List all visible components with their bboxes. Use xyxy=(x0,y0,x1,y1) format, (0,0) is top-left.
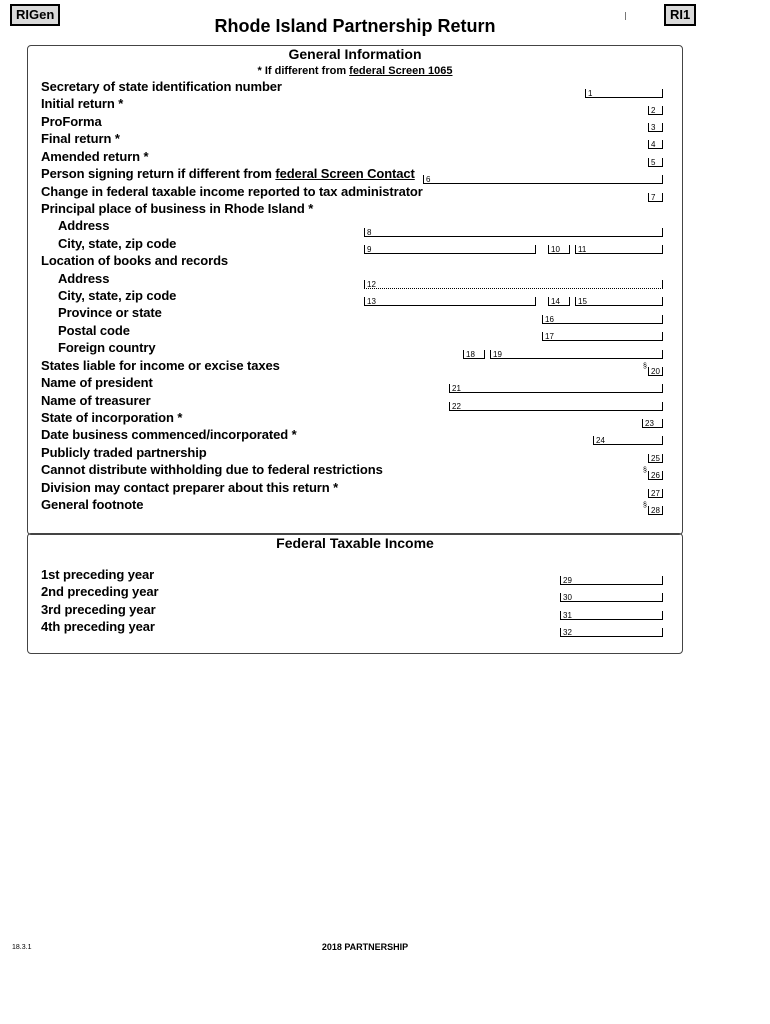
general-information-title: General Information xyxy=(288,46,422,62)
field-number: 25 xyxy=(651,454,660,463)
field-number: 7 xyxy=(651,193,656,202)
field-number: 10 xyxy=(551,245,560,254)
footer-form-year: 2018 PARTNERSHIP xyxy=(321,942,409,952)
field-21-president[interactable] xyxy=(449,384,663,393)
federal-screen-1065-link[interactable]: federal Screen 1065 xyxy=(349,65,453,77)
label-state-incorporation: State of incorporation * xyxy=(41,410,183,425)
field-20-states-liable[interactable] xyxy=(648,367,663,376)
field-30-2nd-preceding[interactable] xyxy=(560,593,663,602)
field-number: 1 xyxy=(588,89,593,98)
section-mark: § xyxy=(643,502,647,509)
label-city-state-zip-1: City, state, zip code xyxy=(58,236,177,251)
label-4th-preceding-year: 4th preceding year xyxy=(41,619,155,634)
field-number: 8 xyxy=(367,228,372,237)
label-foreign-country: Foreign country xyxy=(58,340,156,355)
label-books-location: Location of books and records xyxy=(41,253,229,268)
different-from-note xyxy=(28,65,682,77)
federal-screen-contact-link[interactable]: federal Screen Contact xyxy=(275,166,415,181)
field-number: 14 xyxy=(551,297,560,306)
section-mark: § xyxy=(643,467,647,474)
field-14-books-state[interactable] xyxy=(548,297,570,306)
field-number: 5 xyxy=(651,158,656,167)
field-number: 21 xyxy=(452,384,461,393)
field-22-treasurer[interactable] xyxy=(449,402,663,411)
note-prefix: * If different from xyxy=(257,65,350,77)
field-number: 20 xyxy=(651,367,660,376)
label-province: Province or state xyxy=(58,305,162,320)
field-23-state-incorporation[interactable] xyxy=(642,419,663,428)
label-2nd-preceding-year: 2nd preceding year xyxy=(41,584,159,599)
label-publicly-traded: Publicly traded partnership xyxy=(41,445,207,460)
field-2-initial-return[interactable] xyxy=(648,106,663,115)
field-number: 3 xyxy=(651,123,656,132)
field-6-person-signing[interactable] xyxy=(423,175,663,184)
field-24-date-commenced[interactable] xyxy=(593,436,663,445)
label-sos-id: Secretary of state identification number xyxy=(41,79,282,94)
label-amended-return: Amended return * xyxy=(41,149,149,164)
field-number: 12 xyxy=(367,280,376,289)
label-date-commenced: Date business commenced/incorporated * xyxy=(41,427,297,442)
label-cannot-distribute: Cannot distribute withholding due to federal restrictions xyxy=(41,462,383,477)
field-31-3rd-preceding[interactable] xyxy=(560,611,663,620)
label-person-signing xyxy=(41,166,415,181)
label-proforma: ProForma xyxy=(41,114,102,129)
label-address-2: Address xyxy=(58,271,110,286)
field-11-zip[interactable] xyxy=(575,245,663,254)
label-change-federal: Change in federal taxable income reported to tax administrator xyxy=(41,184,423,199)
field-1-sos-id[interactable] xyxy=(585,89,663,98)
field-number: 19 xyxy=(493,350,502,359)
field-5-amended-return[interactable] xyxy=(648,158,663,167)
field-number: 22 xyxy=(452,402,461,411)
label-1st-preceding-year: 1st preceding year xyxy=(41,567,155,582)
field-18-country-code[interactable] xyxy=(463,350,485,359)
field-29-1st-preceding[interactable] xyxy=(560,576,663,585)
field-number: 4 xyxy=(651,140,656,149)
field-number: 24 xyxy=(596,436,605,445)
field-4-final-return[interactable] xyxy=(648,140,663,149)
field-number: 30 xyxy=(563,593,572,602)
field-number: 31 xyxy=(563,611,572,620)
label-address-1: Address xyxy=(58,218,110,233)
field-number: 9 xyxy=(367,245,372,254)
field-12-books-address[interactable] xyxy=(364,280,663,289)
field-26-cannot-distribute[interactable] xyxy=(648,471,663,480)
field-number: 2 xyxy=(651,106,656,115)
label-city-state-zip-2: City, state, zip code xyxy=(58,288,177,303)
field-9-city[interactable] xyxy=(364,245,536,254)
field-number: 11 xyxy=(578,245,587,254)
label-3rd-preceding-year: 3rd preceding year xyxy=(41,602,156,617)
field-number: 26 xyxy=(651,471,660,480)
field-15-books-zip[interactable] xyxy=(575,297,663,306)
field-number: 6 xyxy=(426,175,431,184)
label-states-liable: States liable for income or excise taxes xyxy=(41,358,280,373)
field-19-foreign-country[interactable] xyxy=(490,350,663,359)
form-tag-rigen: RIGen xyxy=(10,4,60,26)
section-mark: § xyxy=(643,363,647,370)
field-10-state[interactable] xyxy=(548,245,570,254)
field-13-books-city[interactable] xyxy=(364,297,536,306)
field-25-publicly-traded[interactable] xyxy=(648,454,663,463)
form-tag-ri1: RI1 xyxy=(664,4,696,26)
label-final-return: Final return * xyxy=(41,131,120,146)
field-3-proforma[interactable] xyxy=(648,123,663,132)
label-principal-place: Principal place of business in Rhode Island * xyxy=(41,201,314,216)
field-16-province[interactable] xyxy=(542,315,663,324)
field-28-general-footnote[interactable] xyxy=(648,506,663,515)
signer-prefix: Person signing return if different from xyxy=(41,166,276,181)
field-7-change-federal[interactable] xyxy=(648,193,663,202)
field-number: 27 xyxy=(651,489,660,498)
label-initial-return: Initial return * xyxy=(41,96,124,111)
label-postal-code: Postal code xyxy=(58,323,130,338)
field-17-postal-code[interactable] xyxy=(542,332,663,341)
field-number: 17 xyxy=(545,332,554,341)
field-8-address[interactable] xyxy=(364,228,663,237)
field-number: 32 xyxy=(563,628,572,637)
label-division-contact: Division may contact preparer about this return * xyxy=(41,480,339,495)
field-number: 23 xyxy=(645,419,654,428)
field-number: 28 xyxy=(651,506,660,515)
field-number: 29 xyxy=(563,576,572,585)
federal-taxable-income-title: Federal Taxable Income xyxy=(276,535,434,551)
form-title: Rhode Island Partnership Return xyxy=(214,16,496,36)
label-name-treasurer: Name of treasurer xyxy=(41,393,151,408)
footer-version-code: 18.3.1 xyxy=(12,944,32,951)
field-number: 16 xyxy=(545,315,554,324)
field-27-division-contact[interactable] xyxy=(648,489,663,498)
label-general-footnote: General footnote xyxy=(41,497,144,512)
field-number: 15 xyxy=(578,297,587,306)
field-number: 13 xyxy=(367,297,376,306)
field-32-4th-preceding[interactable] xyxy=(560,628,663,637)
label-name-president: Name of president xyxy=(41,375,153,390)
field-number: 18 xyxy=(466,350,475,359)
